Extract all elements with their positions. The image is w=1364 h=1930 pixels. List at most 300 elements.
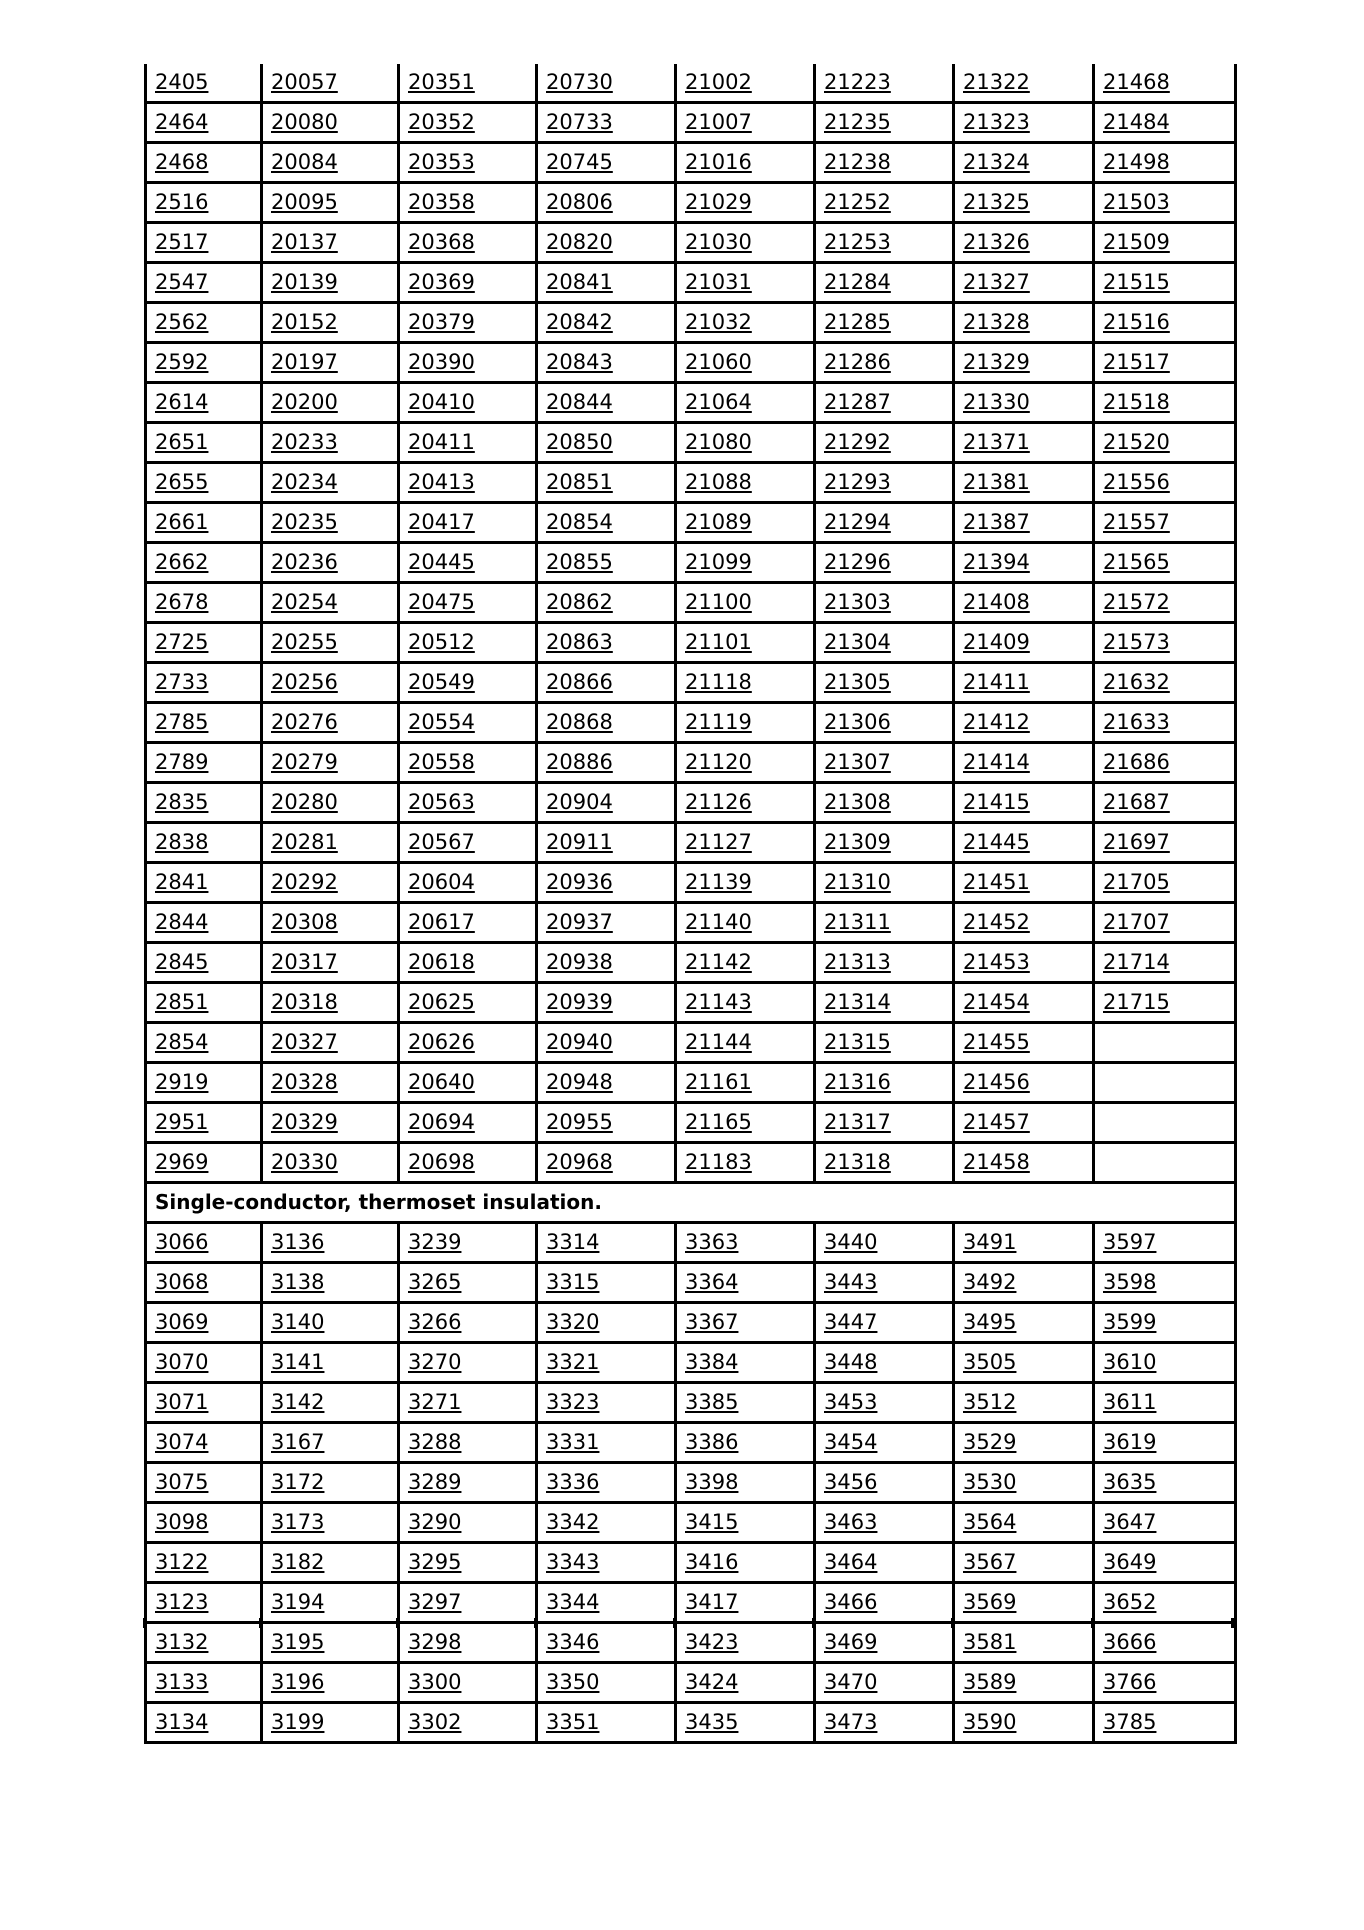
part-number-link[interactable]: 20955 xyxy=(546,1110,613,1134)
part-number-link[interactable]: 21286 xyxy=(824,350,891,374)
part-number-link[interactable]: 3599 xyxy=(1103,1310,1157,1334)
part-number-link[interactable]: 3134 xyxy=(155,1710,209,1734)
part-number-link[interactable]: 20911 xyxy=(546,830,613,854)
part-number-link[interactable]: 21565 xyxy=(1103,550,1170,574)
part-number-link[interactable]: 21394 xyxy=(963,550,1030,574)
part-number-link[interactable]: 20318 xyxy=(271,990,338,1014)
part-number-link[interactable]: 20254 xyxy=(271,590,338,614)
part-number-link[interactable]: 2678 xyxy=(155,590,209,614)
part-number-link[interactable]: 21099 xyxy=(685,550,752,574)
part-number-link[interactable]: 20413 xyxy=(408,470,475,494)
part-number-link[interactable]: 20549 xyxy=(408,670,475,694)
part-number-link[interactable]: 21007 xyxy=(685,110,752,134)
part-number-link[interactable]: 2733 xyxy=(155,670,209,694)
part-number-link[interactable]: 3652 xyxy=(1103,1590,1157,1614)
part-number-link[interactable]: 3364 xyxy=(685,1270,739,1294)
part-number-link[interactable]: 21140 xyxy=(685,910,752,934)
part-number-link[interactable]: 2516 xyxy=(155,190,209,214)
part-number-link[interactable]: 21715 xyxy=(1103,990,1170,1014)
part-number-link[interactable]: 20233 xyxy=(271,430,338,454)
part-number-link[interactable]: 3265 xyxy=(408,1270,462,1294)
part-number-link[interactable]: 21517 xyxy=(1103,350,1170,374)
part-number-link[interactable]: 20281 xyxy=(271,830,338,854)
part-number-link[interactable]: 20369 xyxy=(408,270,475,294)
part-number-link[interactable]: 20936 xyxy=(546,870,613,894)
part-number-link[interactable]: 3288 xyxy=(408,1430,462,1454)
part-number-link[interactable]: 3463 xyxy=(824,1510,878,1534)
part-number-link[interactable]: 3167 xyxy=(271,1430,325,1454)
part-number-link[interactable]: 20866 xyxy=(546,670,613,694)
part-number-link[interactable]: 3454 xyxy=(824,1430,878,1454)
part-number-link[interactable]: 21292 xyxy=(824,430,891,454)
part-number-link[interactable]: 3448 xyxy=(824,1350,878,1374)
part-number-link[interactable]: 21119 xyxy=(685,710,752,734)
part-number-link[interactable]: 3435 xyxy=(685,1710,739,1734)
part-number-link[interactable]: 21307 xyxy=(824,750,891,774)
part-number-link[interactable]: 20255 xyxy=(271,630,338,654)
part-number-link[interactable]: 21484 xyxy=(1103,110,1170,134)
part-number-link[interactable]: 21287 xyxy=(824,390,891,414)
part-number-link[interactable]: 20842 xyxy=(546,310,613,334)
part-number-link[interactable]: 2592 xyxy=(155,350,209,374)
part-number-link[interactable]: 20948 xyxy=(546,1070,613,1094)
part-number-link[interactable]: 20730 xyxy=(546,70,613,94)
part-number-link[interactable]: 21315 xyxy=(824,1030,891,1054)
part-number-link[interactable]: 20279 xyxy=(271,750,338,774)
part-number-link[interactable]: 21453 xyxy=(963,950,1030,974)
part-number-link[interactable]: 21573 xyxy=(1103,630,1170,654)
part-number-link[interactable]: 20256 xyxy=(271,670,338,694)
part-number-link[interactable]: 2845 xyxy=(155,950,209,974)
part-number-link[interactable]: 21408 xyxy=(963,590,1030,614)
part-number-link[interactable]: 20317 xyxy=(271,950,338,974)
part-number-link[interactable]: 3785 xyxy=(1103,1710,1157,1734)
part-number-link[interactable]: 21314 xyxy=(824,990,891,1014)
part-number-link[interactable]: 3314 xyxy=(546,1230,600,1254)
part-number-link[interactable]: 21100 xyxy=(685,590,752,614)
part-number-link[interactable]: 20940 xyxy=(546,1030,613,1054)
part-number-link[interactable]: 21142 xyxy=(685,950,752,974)
part-number-link[interactable]: 3440 xyxy=(824,1230,878,1254)
part-number-link[interactable]: 20626 xyxy=(408,1030,475,1054)
part-number-link[interactable]: 21144 xyxy=(685,1030,752,1054)
part-number-link[interactable]: 3649 xyxy=(1103,1550,1157,1574)
part-number-link[interactable]: 3581 xyxy=(963,1630,1017,1654)
part-number-link[interactable]: 20280 xyxy=(271,790,338,814)
part-number-link[interactable]: 2662 xyxy=(155,550,209,574)
part-number-link[interactable]: 3456 xyxy=(824,1470,878,1494)
part-number-link[interactable]: 21452 xyxy=(963,910,1030,934)
part-number-link[interactable]: 20698 xyxy=(408,1150,475,1174)
part-number-link[interactable]: 3417 xyxy=(685,1590,739,1614)
part-number-link[interactable]: 3647 xyxy=(1103,1510,1157,1534)
part-number-link[interactable]: 20512 xyxy=(408,630,475,654)
part-number-link[interactable]: 21632 xyxy=(1103,670,1170,694)
part-number-link[interactable]: 3342 xyxy=(546,1510,600,1534)
part-number-link[interactable]: 21328 xyxy=(963,310,1030,334)
part-number-link[interactable]: 21520 xyxy=(1103,430,1170,454)
part-number-link[interactable]: 3138 xyxy=(271,1270,325,1294)
part-number-link[interactable]: 3424 xyxy=(685,1670,739,1694)
part-number-link[interactable]: 20057 xyxy=(271,70,338,94)
part-number-link[interactable]: 3351 xyxy=(546,1710,600,1734)
part-number-link[interactable]: 3323 xyxy=(546,1390,600,1414)
part-number-link[interactable]: 21120 xyxy=(685,750,752,774)
part-number-link[interactable]: 3611 xyxy=(1103,1390,1157,1414)
part-number-link[interactable]: 3346 xyxy=(546,1630,600,1654)
part-number-link[interactable]: 20851 xyxy=(546,470,613,494)
part-number-link[interactable]: 20235 xyxy=(271,510,338,534)
part-number-link[interactable]: 3142 xyxy=(271,1390,325,1414)
part-number-link[interactable]: 21064 xyxy=(685,390,752,414)
part-number-link[interactable]: 2838 xyxy=(155,830,209,854)
part-number-link[interactable]: 21387 xyxy=(963,510,1030,534)
part-number-link[interactable]: 20558 xyxy=(408,750,475,774)
part-number-link[interactable]: 21118 xyxy=(685,670,752,694)
part-number-link[interactable]: 21697 xyxy=(1103,830,1170,854)
part-number-link[interactable]: 3385 xyxy=(685,1390,739,1414)
part-number-link[interactable]: 21503 xyxy=(1103,190,1170,214)
part-number-link[interactable]: 2951 xyxy=(155,1110,209,1134)
part-number-link[interactable]: 21143 xyxy=(685,990,752,1014)
part-number-link[interactable]: 20554 xyxy=(408,710,475,734)
part-number-link[interactable]: 21509 xyxy=(1103,230,1170,254)
part-number-link[interactable]: 21002 xyxy=(685,70,752,94)
part-number-link[interactable]: 3289 xyxy=(408,1470,462,1494)
part-number-link[interactable]: 20604 xyxy=(408,870,475,894)
part-number-link[interactable]: 20939 xyxy=(546,990,613,1014)
part-number-link[interactable]: 3464 xyxy=(824,1550,878,1574)
part-number-link[interactable]: 21165 xyxy=(685,1110,752,1134)
part-number-link[interactable]: 3295 xyxy=(408,1550,462,1574)
part-number-link[interactable]: 21310 xyxy=(824,870,891,894)
part-number-link[interactable]: 21327 xyxy=(963,270,1030,294)
part-number-link[interactable]: 3766 xyxy=(1103,1670,1157,1694)
part-number-link[interactable]: 3071 xyxy=(155,1390,209,1414)
part-number-link[interactable]: 3589 xyxy=(963,1670,1017,1694)
part-number-link[interactable]: 3473 xyxy=(824,1710,878,1734)
part-number-link[interactable]: 21029 xyxy=(685,190,752,214)
part-number-link[interactable]: 21284 xyxy=(824,270,891,294)
part-number-link[interactable]: 21030 xyxy=(685,230,752,254)
part-number-link[interactable]: 21238 xyxy=(824,150,891,174)
part-number-link[interactable]: 21572 xyxy=(1103,590,1170,614)
part-number-link[interactable]: 2651 xyxy=(155,430,209,454)
part-number-link[interactable]: 3140 xyxy=(271,1310,325,1334)
part-number-link[interactable]: 21294 xyxy=(824,510,891,534)
part-number-link[interactable]: 21253 xyxy=(824,230,891,254)
part-number-link[interactable]: 3598 xyxy=(1103,1270,1157,1294)
part-number-link[interactable]: 3069 xyxy=(155,1310,209,1334)
part-number-link[interactable]: 21126 xyxy=(685,790,752,814)
part-number-link[interactable]: 21454 xyxy=(963,990,1030,1014)
part-number-link[interactable]: 3173 xyxy=(271,1510,325,1534)
part-number-link[interactable]: 21223 xyxy=(824,70,891,94)
part-number-link[interactable]: 20330 xyxy=(271,1150,338,1174)
part-number-link[interactable]: 2725 xyxy=(155,630,209,654)
part-number-link[interactable]: 3300 xyxy=(408,1670,462,1694)
part-number-link[interactable]: 21316 xyxy=(824,1070,891,1094)
part-number-link[interactable]: 20563 xyxy=(408,790,475,814)
part-number-link[interactable]: 3367 xyxy=(685,1310,739,1334)
part-number-link[interactable]: 3290 xyxy=(408,1510,462,1534)
part-number-link[interactable]: 21313 xyxy=(824,950,891,974)
part-number-link[interactable]: 3597 xyxy=(1103,1230,1157,1254)
part-number-link[interactable]: 2655 xyxy=(155,470,209,494)
part-number-link[interactable]: 3075 xyxy=(155,1470,209,1494)
part-number-link[interactable]: 21101 xyxy=(685,630,752,654)
part-number-link[interactable]: 21235 xyxy=(824,110,891,134)
part-number-link[interactable]: 21411 xyxy=(963,670,1030,694)
part-number-link[interactable]: 20197 xyxy=(271,350,338,374)
part-number-link[interactable]: 21324 xyxy=(963,150,1030,174)
part-number-link[interactable]: 2405 xyxy=(155,70,209,94)
part-number-link[interactable]: 21633 xyxy=(1103,710,1170,734)
part-number-link[interactable]: 21414 xyxy=(963,750,1030,774)
part-number-link[interactable]: 3239 xyxy=(408,1230,462,1254)
part-number-link[interactable]: 21707 xyxy=(1103,910,1170,934)
part-number-link[interactable]: 3443 xyxy=(824,1270,878,1294)
part-number-link[interactable]: 21031 xyxy=(685,270,752,294)
part-number-link[interactable]: 21451 xyxy=(963,870,1030,894)
part-number-link[interactable]: 20379 xyxy=(408,310,475,334)
part-number-link[interactable]: 2841 xyxy=(155,870,209,894)
part-number-link[interactable]: 20358 xyxy=(408,190,475,214)
part-number-link[interactable]: 21016 xyxy=(685,150,752,174)
part-number-link[interactable]: 3530 xyxy=(963,1470,1017,1494)
part-number-link[interactable]: 21556 xyxy=(1103,470,1170,494)
part-number-link[interactable]: 3344 xyxy=(546,1590,600,1614)
part-number-link[interactable]: 21705 xyxy=(1103,870,1170,894)
part-number-link[interactable]: 20844 xyxy=(546,390,613,414)
part-number-link[interactable]: 21305 xyxy=(824,670,891,694)
part-number-link[interactable]: 3415 xyxy=(685,1510,739,1534)
part-number-link[interactable]: 21309 xyxy=(824,830,891,854)
part-number-link[interactable]: 21516 xyxy=(1103,310,1170,334)
part-number-link[interactable]: 21412 xyxy=(963,710,1030,734)
part-number-link[interactable]: 3564 xyxy=(963,1510,1017,1534)
part-number-link[interactable]: 3491 xyxy=(963,1230,1017,1254)
part-number-link[interactable]: 21326 xyxy=(963,230,1030,254)
part-number-link[interactable]: 3469 xyxy=(824,1630,878,1654)
part-number-link[interactable]: 3270 xyxy=(408,1350,462,1374)
part-number-link[interactable]: 21322 xyxy=(963,70,1030,94)
part-number-link[interactable]: 20475 xyxy=(408,590,475,614)
part-number-link[interactable]: 21060 xyxy=(685,350,752,374)
part-number-link[interactable]: 20733 xyxy=(546,110,613,134)
part-number-link[interactable]: 3666 xyxy=(1103,1630,1157,1654)
part-number-link[interactable]: 20410 xyxy=(408,390,475,414)
part-number-link[interactable]: 20095 xyxy=(271,190,338,214)
part-number-link[interactable]: 21161 xyxy=(685,1070,752,1094)
part-number-link[interactable]: 3495 xyxy=(963,1310,1017,1334)
part-number-link[interactable]: 20854 xyxy=(546,510,613,534)
part-number-link[interactable]: 3315 xyxy=(546,1270,600,1294)
part-number-link[interactable]: 21445 xyxy=(963,830,1030,854)
part-number-link[interactable]: 21498 xyxy=(1103,150,1170,174)
part-number-link[interactable]: 2785 xyxy=(155,710,209,734)
part-number-link[interactable]: 20625 xyxy=(408,990,475,1014)
part-number-link[interactable]: 20868 xyxy=(546,710,613,734)
part-number-link[interactable]: 3619 xyxy=(1103,1430,1157,1454)
part-number-link[interactable]: 21456 xyxy=(963,1070,1030,1094)
part-number-link[interactable]: 21304 xyxy=(824,630,891,654)
part-number-link[interactable]: 20084 xyxy=(271,150,338,174)
part-number-link[interactable]: 20745 xyxy=(546,150,613,174)
part-number-link[interactable]: 21330 xyxy=(963,390,1030,414)
part-number-link[interactable]: 20640 xyxy=(408,1070,475,1094)
part-number-link[interactable]: 3453 xyxy=(824,1390,878,1414)
part-number-link[interactable]: 2835 xyxy=(155,790,209,814)
part-number-link[interactable]: 3133 xyxy=(155,1670,209,1694)
part-number-link[interactable]: 21686 xyxy=(1103,750,1170,774)
part-number-link[interactable]: 20200 xyxy=(271,390,338,414)
part-number-link[interactable]: 3196 xyxy=(271,1670,325,1694)
part-number-link[interactable]: 3416 xyxy=(685,1550,739,1574)
part-number-link[interactable]: 21296 xyxy=(824,550,891,574)
part-number-link[interactable]: 20968 xyxy=(546,1150,613,1174)
part-number-link[interactable]: 20236 xyxy=(271,550,338,574)
part-number-link[interactable]: 20352 xyxy=(408,110,475,134)
part-number-link[interactable]: 20694 xyxy=(408,1110,475,1134)
part-number-link[interactable]: 3066 xyxy=(155,1230,209,1254)
part-number-link[interactable]: 21080 xyxy=(685,430,752,454)
part-number-link[interactable]: 3492 xyxy=(963,1270,1017,1294)
part-number-link[interactable]: 21303 xyxy=(824,590,891,614)
part-number-link[interactable]: 21311 xyxy=(824,910,891,934)
part-number-link[interactable]: 3331 xyxy=(546,1430,600,1454)
part-number-link[interactable]: 20080 xyxy=(271,110,338,134)
part-number-link[interactable]: 21285 xyxy=(824,310,891,334)
part-number-link[interactable]: 3512 xyxy=(963,1390,1017,1414)
part-number-link[interactable]: 3363 xyxy=(685,1230,739,1254)
part-number-link[interactable]: 20820 xyxy=(546,230,613,254)
part-number-link[interactable]: 20938 xyxy=(546,950,613,974)
part-number-link[interactable]: 2844 xyxy=(155,910,209,934)
part-number-link[interactable]: 20862 xyxy=(546,590,613,614)
part-number-link[interactable]: 21714 xyxy=(1103,950,1170,974)
part-number-link[interactable]: 3398 xyxy=(685,1470,739,1494)
part-number-link[interactable]: 21318 xyxy=(824,1150,891,1174)
part-number-link[interactable]: 3074 xyxy=(155,1430,209,1454)
part-number-link[interactable]: 3182 xyxy=(271,1550,325,1574)
part-number-link[interactable]: 21557 xyxy=(1103,510,1170,534)
part-number-link[interactable]: 2468 xyxy=(155,150,209,174)
part-number-link[interactable]: 3384 xyxy=(685,1350,739,1374)
part-number-link[interactable]: 20390 xyxy=(408,350,475,374)
part-number-link[interactable]: 21409 xyxy=(963,630,1030,654)
part-number-link[interactable]: 21468 xyxy=(1103,70,1170,94)
part-number-link[interactable]: 21089 xyxy=(685,510,752,534)
part-number-link[interactable]: 20411 xyxy=(408,430,475,454)
part-number-link[interactable]: 3635 xyxy=(1103,1470,1157,1494)
part-number-link[interactable]: 3529 xyxy=(963,1430,1017,1454)
part-number-link[interactable]: 20445 xyxy=(408,550,475,574)
part-number-link[interactable]: 3070 xyxy=(155,1350,209,1374)
part-number-link[interactable]: 21183 xyxy=(685,1150,752,1174)
part-number-link[interactable]: 2614 xyxy=(155,390,209,414)
part-number-link[interactable]: 3567 xyxy=(963,1550,1017,1574)
part-number-link[interactable]: 21252 xyxy=(824,190,891,214)
part-number-link[interactable]: 21306 xyxy=(824,710,891,734)
part-number-link[interactable]: 2854 xyxy=(155,1030,209,1054)
part-number-link[interactable]: 3194 xyxy=(271,1590,325,1614)
part-number-link[interactable]: 3569 xyxy=(963,1590,1017,1614)
part-number-link[interactable]: 21088 xyxy=(685,470,752,494)
part-number-link[interactable]: 20292 xyxy=(271,870,338,894)
part-number-link[interactable]: 21325 xyxy=(963,190,1030,214)
part-number-link[interactable]: 2919 xyxy=(155,1070,209,1094)
part-number-link[interactable]: 2851 xyxy=(155,990,209,1014)
part-number-link[interactable]: 2547 xyxy=(155,270,209,294)
part-number-link[interactable]: 3423 xyxy=(685,1630,739,1654)
part-number-link[interactable]: 20137 xyxy=(271,230,338,254)
part-number-link[interactable]: 3298 xyxy=(408,1630,462,1654)
part-number-link[interactable]: 20855 xyxy=(546,550,613,574)
part-number-link[interactable]: 20139 xyxy=(271,270,338,294)
part-number-link[interactable]: 20351 xyxy=(408,70,475,94)
part-number-link[interactable]: 3447 xyxy=(824,1310,878,1334)
part-number-link[interactable]: 2789 xyxy=(155,750,209,774)
part-number-link[interactable]: 3466 xyxy=(824,1590,878,1614)
part-number-link[interactable]: 20567 xyxy=(408,830,475,854)
part-number-link[interactable]: 21381 xyxy=(963,470,1030,494)
part-number-link[interactable]: 3123 xyxy=(155,1590,209,1614)
part-number-link[interactable]: 20328 xyxy=(271,1070,338,1094)
part-number-link[interactable]: 20843 xyxy=(546,350,613,374)
part-number-link[interactable]: 2517 xyxy=(155,230,209,254)
part-number-link[interactable]: 20937 xyxy=(546,910,613,934)
part-number-link[interactable]: 3199 xyxy=(271,1710,325,1734)
part-number-link[interactable]: 20327 xyxy=(271,1030,338,1054)
part-number-link[interactable]: 3172 xyxy=(271,1470,325,1494)
part-number-link[interactable]: 20841 xyxy=(546,270,613,294)
part-number-link[interactable]: 3122 xyxy=(155,1550,209,1574)
part-number-link[interactable]: 3302 xyxy=(408,1710,462,1734)
part-number-link[interactable]: 21415 xyxy=(963,790,1030,814)
part-number-link[interactable]: 21457 xyxy=(963,1110,1030,1134)
part-number-link[interactable]: 3610 xyxy=(1103,1350,1157,1374)
part-number-link[interactable]: 3068 xyxy=(155,1270,209,1294)
part-number-link[interactable]: 20863 xyxy=(546,630,613,654)
part-number-link[interactable]: 2661 xyxy=(155,510,209,534)
part-number-link[interactable]: 3136 xyxy=(271,1230,325,1254)
part-number-link[interactable]: 20234 xyxy=(271,470,338,494)
part-number-link[interactable]: 3336 xyxy=(546,1470,600,1494)
part-number-link[interactable]: 3590 xyxy=(963,1710,1017,1734)
part-number-link[interactable]: 2464 xyxy=(155,110,209,134)
part-number-link[interactable]: 20904 xyxy=(546,790,613,814)
part-number-link[interactable]: 21458 xyxy=(963,1150,1030,1174)
part-number-link[interactable]: 21455 xyxy=(963,1030,1030,1054)
part-number-link[interactable]: 21317 xyxy=(824,1110,891,1134)
part-number-link[interactable]: 20152 xyxy=(271,310,338,334)
part-number-link[interactable]: 3505 xyxy=(963,1350,1017,1374)
part-number-link[interactable]: 3343 xyxy=(546,1550,600,1574)
part-number-link[interactable]: 3350 xyxy=(546,1670,600,1694)
part-number-link[interactable]: 3386 xyxy=(685,1430,739,1454)
part-number-link[interactable]: 2562 xyxy=(155,310,209,334)
part-number-link[interactable]: 20276 xyxy=(271,710,338,734)
part-number-link[interactable]: 21515 xyxy=(1103,270,1170,294)
part-number-link[interactable]: 20886 xyxy=(546,750,613,774)
part-number-link[interactable]: 21371 xyxy=(963,430,1030,454)
part-number-link[interactable]: 3320 xyxy=(546,1310,600,1334)
part-number-link[interactable]: 20308 xyxy=(271,910,338,934)
part-number-link[interactable]: 3470 xyxy=(824,1670,878,1694)
part-number-link[interactable]: 20618 xyxy=(408,950,475,974)
part-number-link[interactable]: 3321 xyxy=(546,1350,600,1374)
